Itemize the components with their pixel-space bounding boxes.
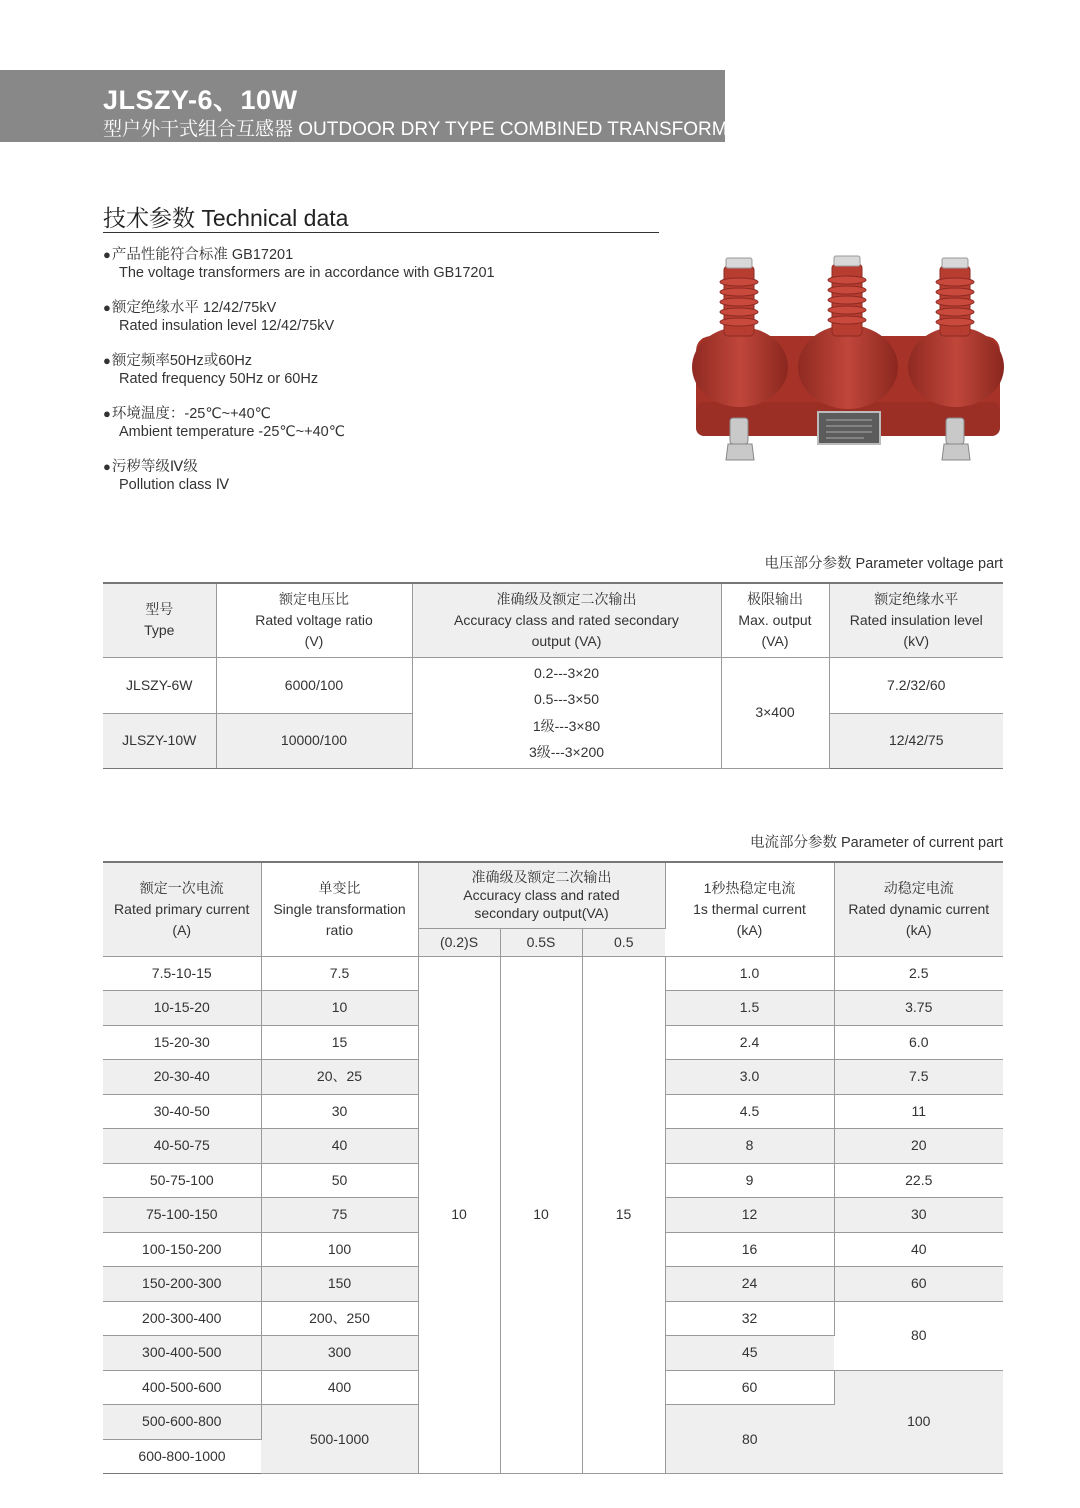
ratio-cell: 75 [261,1198,418,1233]
insulation-cell: 12/42/75 [829,713,1003,768]
type-cell: JLSZY-6W [103,657,216,713]
header-accuracy-output: 准确级及额定二次输出 Accuracy class and rated secondary output(VA) [418,862,665,928]
table-row [103,956,1003,991]
dynamic-cell: 100 [834,1370,1003,1474]
feature-cn: 产品性能符合标准 GB17201 [111,247,294,263]
feature-item [103,458,663,511]
ratio-cell: 30 [261,1094,418,1129]
feature-item [103,299,663,352]
primary-cell: 600-800-1000 [103,1439,261,1474]
dynamic-cell: 80 [834,1301,1003,1370]
max-output-cell: 3×400 [721,657,829,768]
ratio-cell: 200、250 [261,1301,418,1336]
dynamic-cell: 11 [834,1094,1003,1129]
current-table-caption: 电流部分参数 Parameter of current part [749,835,1003,851]
header-class-02s: (0.2)S [418,928,500,956]
feature-en: Pollution class Ⅳ [119,477,230,493]
thermal-cell: 32 [665,1301,834,1336]
primary-cell: 30-40-50 [103,1094,261,1129]
type-cell: JLSZY-10W [103,713,216,768]
feature-en: Rated frequency 50Hz or 60Hz [119,371,319,387]
bullet-icon: ● [103,459,111,474]
ratio-cell: 20、25 [261,1060,418,1095]
ratio-cell: 500-1000 [261,1405,418,1474]
bullet-icon: ● [103,247,111,262]
feature-en: Ambient temperature -25℃~+40℃ [119,424,346,440]
primary-cell: 40-50-75 [103,1129,261,1164]
ratio-cell: 40 [261,1129,418,1164]
ratio-cell: 50 [261,1163,418,1198]
header-dynamic-current: 动稳定电流 Rated dynamic current (kA) [834,862,1003,956]
ratio-cell: 10 [261,991,418,1026]
thermal-cell: 16 [665,1232,834,1267]
thermal-cell: 45 [665,1336,834,1371]
insulation-cell: 7.2/32/60 [829,657,1003,713]
ratio-cell: 400 [261,1370,418,1405]
primary-cell: 400-500-600 [103,1370,261,1405]
thermal-cell: 8 [665,1129,834,1164]
header-single-ratio: 单变比 Single transformation ratio [261,862,418,956]
accuracy-output-cell: 0.2---3×20 0.5---3×50 1级---3×80 3级---3×200 [412,657,721,768]
bullet-icon: ● [103,406,111,421]
ratio-cell: 6000/100 [216,657,412,713]
ratio-cell: 15 [261,1025,418,1060]
header-type: 型号 Type [103,583,216,657]
header-accuracy-output: 准确级及额定二次输出 Accuracy class and rated secondary output (VA) [412,583,721,657]
current-parameter-table [103,861,1003,1474]
feature-cn: 额定绝缘水平 12/42/75kV [111,300,277,316]
feature-en: Rated insulation level 12/42/75kV [119,318,335,334]
section-divider [103,232,659,233]
dynamic-cell: 7.5 [834,1060,1003,1095]
ratio-cell: 150 [261,1267,418,1302]
thermal-cell: 9 [665,1163,834,1198]
dynamic-cell: 3.75 [834,991,1003,1026]
feature-item [103,405,663,458]
thermal-cell: 12 [665,1198,834,1233]
feature-en: The voltage transformers are in accordance with GB17201 [119,265,495,281]
thermal-cell: 1.5 [665,991,834,1026]
table-row [103,657,1003,713]
primary-cell: 200-300-400 [103,1301,261,1336]
header-class-05s: 0.5S [500,928,582,956]
header-insulation-level: 额定绝缘水平 Rated insulation level (kV) [829,583,1003,657]
header-thermal-current: 1秒热稳定电流 1s thermal current (kA) [665,862,834,956]
primary-cell: 100-150-200 [103,1232,261,1267]
output-02s-cell: 10 [418,956,500,1474]
output-05s-cell: 10 [500,956,582,1474]
voltage-table-caption: 电压部分参数 Parameter voltage part [764,556,1003,572]
feature-list [103,246,663,511]
dynamic-cell: 40 [834,1232,1003,1267]
primary-cell: 50-75-100 [103,1163,261,1198]
header-rated-primary-current: 额定一次电流 Rated primary current (A) [103,862,261,956]
section-title: 技术参数 Technical data [103,205,349,231]
feature-cn: 额定频率50Hz或60Hz [111,353,253,369]
dynamic-cell: 30 [834,1198,1003,1233]
dynamic-cell: 60 [834,1267,1003,1302]
dynamic-cell: 2.5 [834,956,1003,991]
primary-cell: 300-400-500 [103,1336,261,1371]
transformer-product-image [688,252,1008,468]
feature-item [103,246,663,299]
thermal-cell: 80 [665,1405,834,1474]
primary-cell: 75-100-150 [103,1198,261,1233]
dynamic-cell: 20 [834,1129,1003,1164]
voltage-parameter-table [103,582,1003,769]
thermal-cell: 2.4 [665,1025,834,1060]
thermal-cell: 1.0 [665,956,834,991]
feature-cn: 污秽等级Ⅳ级 [111,459,198,475]
thermal-cell: 24 [665,1267,834,1302]
primary-cell: 150-200-300 [103,1267,261,1302]
ratio-cell: 10000/100 [216,713,412,768]
primary-cell: 10-15-20 [103,991,261,1026]
bullet-icon: ● [103,300,111,315]
feature-cn: 环境温度：-25℃~+40℃ [111,406,271,422]
primary-cell: 20-30-40 [103,1060,261,1095]
ratio-cell: 100 [261,1232,418,1267]
primary-cell: 500-600-800 [103,1405,261,1440]
thermal-cell: 3.0 [665,1060,834,1095]
header-voltage-ratio: 额定电压比 Rated voltage ratio (V) [216,583,412,657]
primary-cell: 7.5-10-15 [103,956,261,991]
thermal-cell: 4.5 [665,1094,834,1129]
output-05-cell: 15 [582,956,665,1474]
ratio-cell: 300 [261,1336,418,1371]
bullet-icon: ● [103,353,111,368]
dynamic-cell: 22.5 [834,1163,1003,1198]
product-model: JLSZY-6、10W [103,85,298,115]
dynamic-cell: 6.0 [834,1025,1003,1060]
thermal-cell: 60 [665,1370,834,1405]
header-class-05: 0.5 [582,928,665,956]
feature-item [103,352,663,405]
product-subtitle: 型户外干式组合互感器 OUTDOOR DRY TYPE COMBINED TRANSFORMER [103,119,754,140]
header-max-output: 极限输出 Max. output (VA) [721,583,829,657]
primary-cell: 15-20-30 [103,1025,261,1060]
ratio-cell: 7.5 [261,956,418,991]
title-banner [0,70,754,142]
